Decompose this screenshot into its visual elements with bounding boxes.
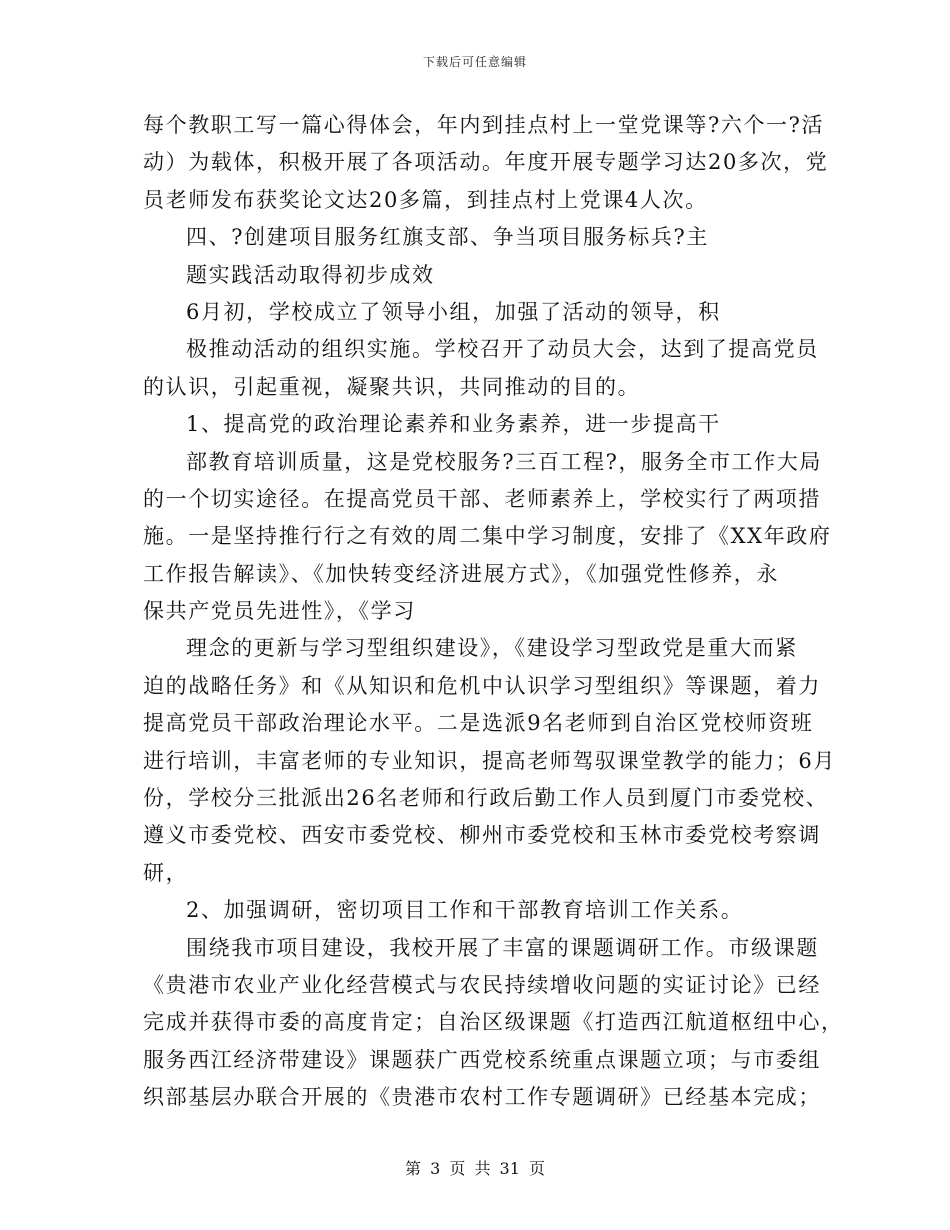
text-line: 四、?创建项目服务红旗支部、争当项目服务标兵?主 [186,225,709,250]
text-line: 理念的更新与学习型组织建设》，《建设学习型政党是重大而紧 [186,636,798,661]
text-line: 进行培训，丰富老师的专业知识，提高老师驾驭课堂教学的能力；6月 [143,748,836,773]
text-line: 6月初，学校成立了领导小组，加强了活动的领导，积 [186,299,721,324]
document-body [143,107,844,1117]
text-line: 极推动活动的组织实施。学校召开了动员大会，达到了提高党员 [186,337,819,362]
text-line: 题实践活动取得初步成效 [186,262,435,287]
text-line: 份，学校分三批派出26名老师和行政后勤工作人员到厦门市委党校、 [143,786,829,811]
text-line: 织部基层办联合开展的《贵港市农村工作专题调研》已经基本完成； [143,1085,821,1110]
text-line: 1、提高党的政治理论素养和业务素养，进一步提高干 [186,412,721,437]
text-line: 迫的战略任务》和《从知识和危机中认识学习型组织》等课题，着力 [143,673,821,698]
text-line: 2、加强调研，密切项目工作和干部教育培训工作关系。 [186,898,744,923]
text-line: 动）为载体，积极开展了各项活动。年度开展专题学习达20多次，党 [143,150,829,175]
text-line: 遵义市委党校、西安市委党校、柳州市委党校和玉林市委党校考察调 [143,823,821,848]
text-line: 部教育培训质量，这是党校服务?三百工程?，服务全市工作大局 [186,449,822,474]
text-line: 服务西江经济带建设》课题获广西党校系统重点课题立项；与市委组 [143,1047,821,1072]
text-line: 完成并获得市委的高度肯定；自治区级课题《打造西江航道枢纽中心， [143,1010,844,1035]
text-line: 员老师发布获奖论文达20多篇，到挂点村上党课4人次。 [143,187,708,212]
page-header: 下载后可任意编辑 [422,55,527,69]
text-line: 施。一是坚持推行行之有效的周二集中学习制度，安排了《XX年政府 [143,524,832,549]
text-line: 研， [143,860,189,885]
text-line: 《贵港市农业产业化经营模式与农民持续增收问题的实证讨论》已经 [143,972,821,997]
text-line: 提高党员干部政治理论水平。二是选派9名老师到自治区党校师资班 [143,711,814,736]
text-line: 工作报告解读》、《加快转变经济进展方式》，《加强党性修养，永 [143,561,779,586]
text-line: 的认识，引起重视，凝聚共识，共同推动的目的。 [143,374,641,399]
text-line: 每个教职工写一篇心得体会，年内到挂点村上一堂党课等?六个一?活 [143,113,825,137]
page-footer: 第 3 页 共 31 页 [405,1159,545,1178]
text-line: 保共产党员先进性》，《学习 [143,599,416,624]
text-line: 的一个切实途径。在提高党员干部、老师素养上，学校实行了两项措 [143,486,821,511]
text-line: 围绕我市项目建设，我校开展了丰富的课题调研工作。市级课题 [186,935,819,960]
